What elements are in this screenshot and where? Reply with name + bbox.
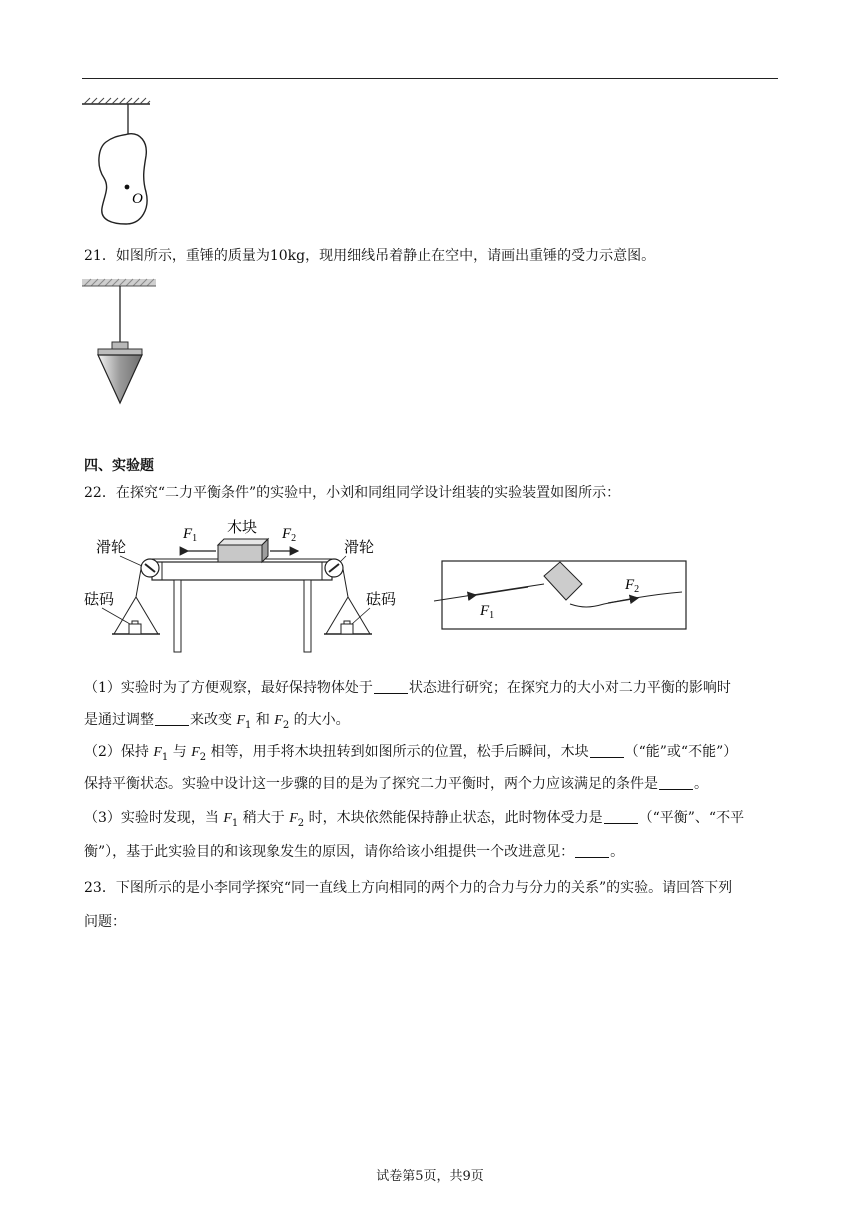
twisted-f1-label: $F_1$ — [480, 603, 495, 621]
answer-blank[interactable] — [155, 711, 189, 726]
q23-line1: 23．下图所示的是小李同学探究“同一直线上方向相同的两个力的合力与分力的关系”的实验。请回答下列 — [84, 880, 733, 896]
q20-figure — [82, 96, 172, 232]
f1-label: $F_1$ — [183, 526, 198, 544]
point-o-label: O — [132, 191, 143, 207]
header-rule — [82, 78, 778, 79]
q22-twisted-figure — [432, 558, 692, 634]
answer-blank[interactable] — [374, 679, 408, 694]
block-label: 木块 — [227, 520, 258, 536]
section-title: 四、实验题 — [84, 458, 154, 474]
q21-figure — [82, 276, 162, 410]
q22-intro: 22．在探究“二力平衡条件”的实验中，小刘和同组同学设计组装的实验装置如图所示： — [84, 485, 621, 501]
q23-line2: 问题： — [84, 914, 126, 930]
answer-blank[interactable] — [604, 809, 638, 824]
answer-blank[interactable] — [659, 775, 693, 790]
q22-p3-line2: 衡”），基于此实验目的和该现象发生的原因，请你给该小组提供一个改进意见： 。 — [84, 844, 625, 860]
twisted-f2-label: $F_2$ — [625, 577, 640, 595]
answer-blank[interactable] — [575, 843, 609, 858]
pulley-left-label: 滑轮 — [96, 540, 127, 556]
q22-p3-line1: （3）实验时发现，当 $F_1$ 稍大于 $F_2$ 时，木块依然能保持静止状态，此时物体受力是 （“平衡”、“不平 — [84, 810, 745, 829]
weight-right-label: 砝码 — [366, 592, 397, 608]
q22-p2-line1: （2）保持 $F_1$ 与 $F_2$ 相等，用手将木块扭转到如图所示的位置，松手后瞬间，木块 （“能”或“不能”） — [84, 744, 738, 763]
q22-p1-line1: （1）实验时为了方便观察，最好保持物体处于 状态进行研究；在探究力的大小对二力平衡的影响时 — [84, 680, 731, 696]
q21-text: 21．如图所示，重锤的质量为10kg，现用细线吊着静止在空中，请画出重锤的受力示意图。 — [84, 248, 656, 264]
page-footer: 试卷第5页，共9页 — [376, 1169, 484, 1184]
center-point — [125, 185, 130, 190]
q22-p2-line2: 保持平衡状态。实验中设计这一步骤的目的是为了探究二力平衡时，两个力应该满足的条件是 。 — [84, 776, 708, 792]
answer-blank[interactable] — [590, 743, 624, 758]
f2-label: $F_2$ — [282, 526, 297, 544]
q22-apparatus-figure — [82, 512, 412, 657]
pulley-right-label: 滑轮 — [344, 540, 375, 556]
weight-left-label: 砝码 — [84, 592, 115, 608]
q22-p1-line2: 是通过调整 来改变 $F_1$ 和 $F_2$ 的大小。 — [84, 712, 350, 731]
